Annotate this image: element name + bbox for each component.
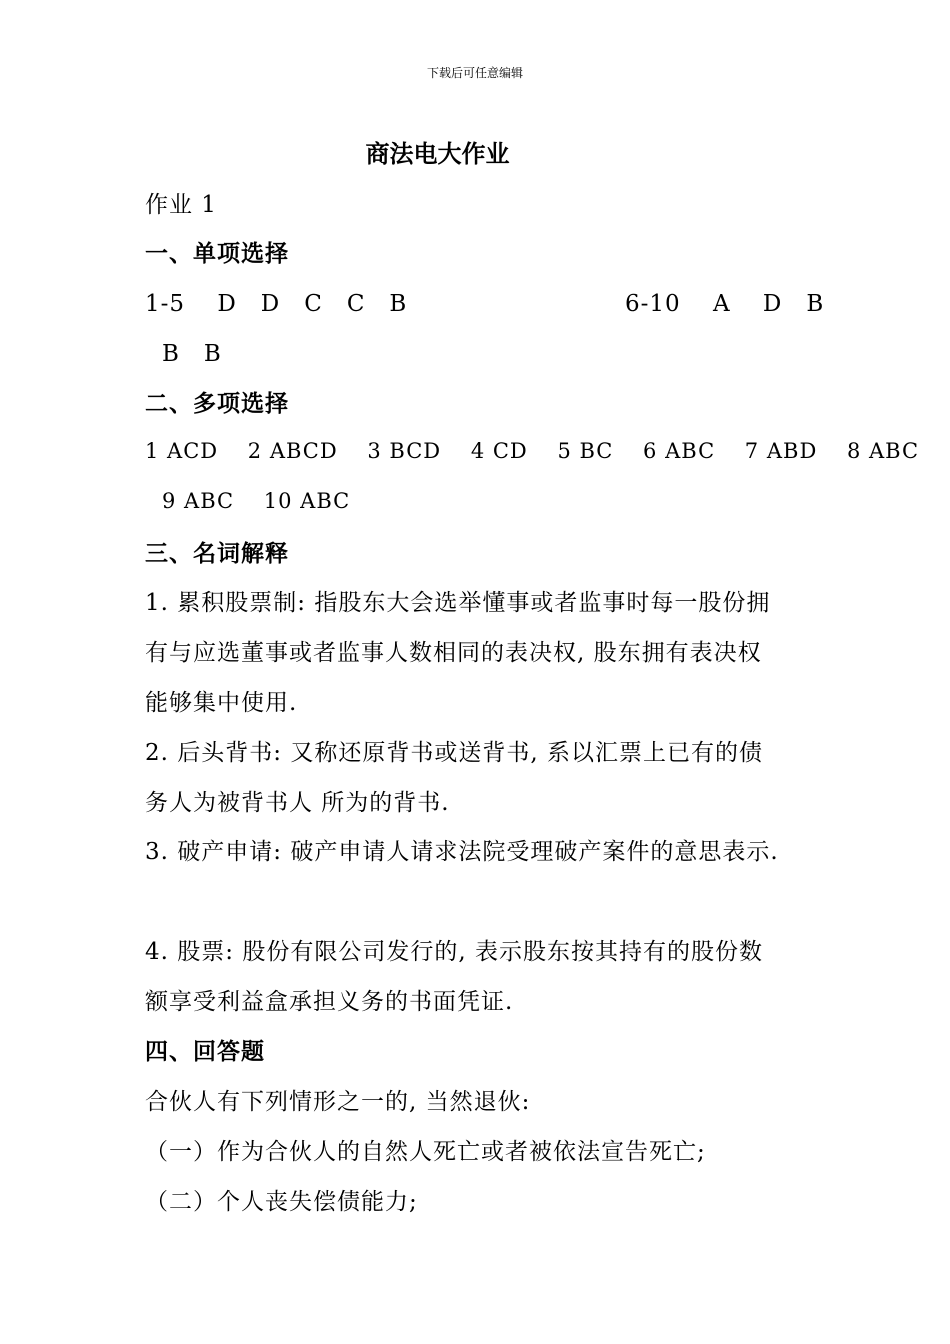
multiple-choice-answers-1-8: 1 ACD 2 ABCD 3 BCD 4 CD 5 BC 6 ABC 7 ABD 8 ABC (145, 439, 920, 463)
definition-1-line-1: 1. 累积股票制: 指股东大会选举懂事或者监事时每一股份拥 (145, 590, 771, 616)
single-choice-answers-continued: B B (162, 341, 222, 367)
definition-4-line-1: 4. 股票: 股份有限公司发行的, 表示股东按其持有的股份数 (145, 939, 763, 965)
single-choice-answers-6-10: 6-10 A D B (625, 291, 825, 317)
answer-item-1: （一）作为合伙人的自然人死亡或者被依法宣告死亡; (145, 1139, 706, 1165)
section-heading-multiple-choice: 二、多项选择 (145, 390, 289, 417)
answer-item-2: （二）个人丧失偿债能力; (145, 1189, 418, 1215)
definition-2-line-1: 2. 后头背书: 又称还原背书或送背书, 系以汇票上已有的债 (145, 740, 763, 766)
definition-3-line-1: 3. 破产申请: 破产申请人请求法院受理破产案件的意思表示. (145, 839, 779, 865)
definition-1-line-2: 有与应选董事或者监事人数相同的表决权, 股东拥有表决权 (145, 640, 762, 666)
header-note: 下载后可任意编辑 (426, 66, 523, 80)
page-title: 商法电大作业 (365, 139, 510, 168)
definition-2-line-2: 务人为被背书人 所为的背书. (145, 790, 450, 816)
single-choice-answers-1-5: 1-5 D D C C B (145, 291, 408, 317)
section-heading-single-choice: 一、单项选择 (145, 240, 289, 267)
definition-1-line-3: 能够集中使用. (145, 690, 298, 716)
multiple-choice-answers-9-10: 9 ABC 10 ABC (162, 489, 351, 513)
section-heading-term-definitions: 三、名词解释 (145, 540, 289, 567)
answer-intro: 合伙人有下列情形之一的, 当然退伙: (145, 1089, 531, 1115)
section-heading-answer-questions: 四、回答题 (145, 1038, 265, 1065)
definition-4-line-2: 额享受利益盒承担义务的书面凭证. (145, 989, 514, 1015)
assignment-label: 作业 1 (145, 192, 217, 218)
